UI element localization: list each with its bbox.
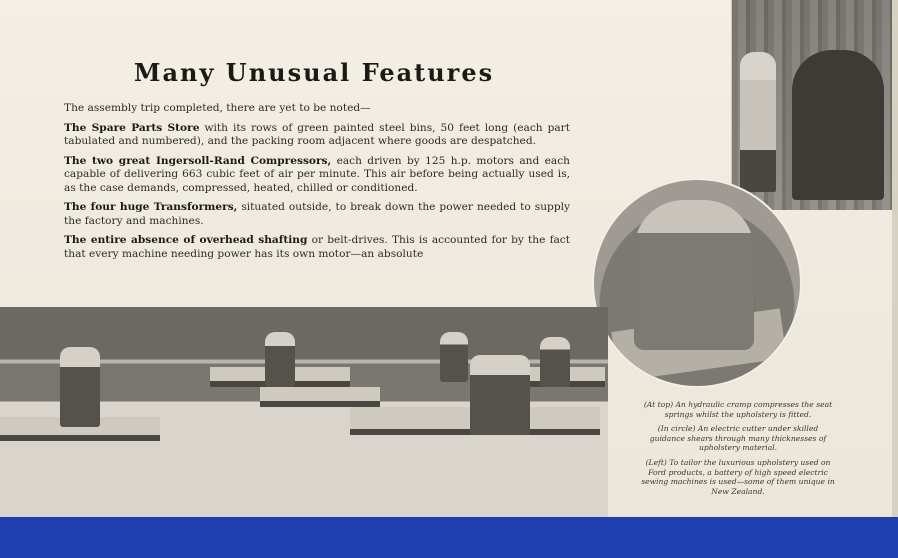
hydraulic-cramp-photo	[731, 0, 893, 210]
spare-parts-heading: The Spare Parts Store	[64, 121, 200, 134]
seamstress-figure	[540, 337, 570, 387]
caption-top: (At top) An hydraulic cramp compresses the seat springs whilst the upholstery is fitted.	[643, 400, 833, 419]
photo-captions	[640, 400, 836, 501]
shafting-heading: The entire absence of overhead shafting	[64, 234, 308, 246]
transformers-heading: The four huge Transformers,	[64, 201, 238, 213]
body-text	[64, 102, 570, 267]
blue-footer-band	[0, 517, 898, 558]
compressors-heading: The two great Ingersoll-Rand Compressors,	[64, 154, 332, 167]
caption-left: (Left) To tailor the luxurious upholstery used on Ford products, a battery of high speed electric sewing machines is used—some of them unique in New Zealand.	[641, 457, 835, 496]
compressors-text: each driven by 125 h.p. motors and each capable of delivering 663 cubic feet of air per minute. This air before being actually used is, as the case demands, compressed, heated, chilled or conditioned.	[64, 154, 570, 194]
seamstress-figure	[470, 355, 530, 435]
spare-parts-paragraph	[64, 122, 570, 149]
worker-figure	[740, 52, 776, 192]
seamstress-figure	[60, 347, 100, 427]
hydraulic-machine-shape	[792, 50, 884, 200]
transformers-paragraph	[64, 201, 570, 228]
shafting-paragraph	[64, 234, 570, 261]
sewing-room-photo	[0, 307, 608, 517]
caption-circle: (In circle) An electric cutter under skilled guidance shears through many thicknesses of upholstery material.	[649, 424, 827, 453]
seamstress-figure	[440, 332, 468, 382]
spare-parts-text: with its rows of green painted steel bins, 50 feet long (each part tabulated and numbered), and the packing room adjacent where goods are despatched.	[64, 121, 570, 147]
compressors-paragraph	[64, 155, 570, 196]
shafting-text: or belt-drives. This is accounted for by the fact that every machine needing power has its own motor—an absolute	[64, 234, 570, 260]
sewing-table	[260, 387, 380, 407]
cutter-worker-figure	[634, 200, 754, 350]
page-title: Many Unusual Features	[133, 58, 495, 87]
electric-cutter-photo	[592, 178, 802, 388]
intro-paragraph: The assembly trip completed, there are yet to be noted—	[64, 102, 371, 114]
page-edge	[892, 0, 898, 517]
seamstress-figure	[265, 332, 295, 387]
transformers-text: situated outside, to break down the power needed to supply the factory and machines.	[64, 201, 570, 227]
